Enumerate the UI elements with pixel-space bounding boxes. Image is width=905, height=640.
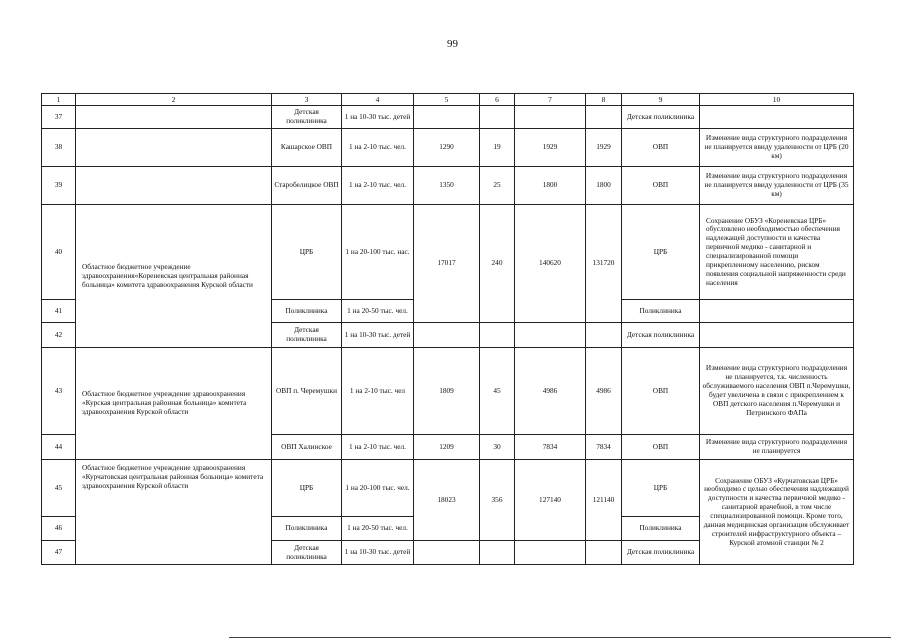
unit-cell: Детская поликлиника bbox=[272, 541, 342, 565]
table-row bbox=[42, 129, 854, 167]
value-cell bbox=[480, 106, 515, 129]
value-cell: 140620 bbox=[515, 205, 586, 323]
header-cell: 10 bbox=[700, 94, 854, 106]
value-cell: 18023 bbox=[414, 460, 480, 541]
norm-cell: 1 на 2-10 тыс. чел. bbox=[342, 167, 414, 205]
value-cell: 1350 bbox=[414, 167, 480, 205]
target-unit-cell: ОВП bbox=[622, 435, 700, 460]
norm-cell: 1 на 2-10 тыс. чел. bbox=[342, 435, 414, 460]
norm-cell: 1 на 20-100 тыс. чел. bbox=[342, 460, 414, 517]
value-cell: 1809 bbox=[414, 348, 480, 435]
unit-cell: Поликлиника bbox=[272, 517, 342, 541]
target-unit-cell: Детская поликлиника bbox=[622, 106, 700, 129]
target-unit-cell: Поликлиника bbox=[622, 300, 700, 323]
unit-cell: Детская поликлиника bbox=[272, 323, 342, 348]
value-cell bbox=[586, 323, 622, 348]
organization-cell: Областное бюджетное учреждение здравоохранения «Курчатовская центральная районная больница» комитета здравоохранения Курской области bbox=[76, 460, 272, 565]
unit-cell: ЦРБ bbox=[272, 460, 342, 517]
value-cell: 1800 bbox=[586, 167, 622, 205]
value-cell bbox=[586, 106, 622, 129]
row-number: 45 bbox=[42, 460, 76, 517]
header-row bbox=[42, 94, 854, 106]
value-cell bbox=[515, 323, 586, 348]
value-cell: 240 bbox=[480, 205, 515, 323]
target-unit-cell: Детская поликлиника bbox=[622, 323, 700, 348]
norm-cell: 1 на 20-100 тыс. нас. bbox=[342, 205, 414, 300]
note-cell bbox=[700, 106, 854, 129]
norm-cell: 1 на 20-50 тыс. чел. bbox=[342, 300, 414, 323]
header-cell: 4 bbox=[342, 94, 414, 106]
page-number: 99 bbox=[447, 38, 458, 50]
unit-cell: Кашарское ОВП bbox=[272, 129, 342, 167]
row-number: 42 bbox=[42, 323, 76, 348]
value-cell: 17017 bbox=[414, 205, 480, 323]
note-cell bbox=[700, 300, 854, 323]
value-cell: 131720 bbox=[586, 205, 622, 323]
value-cell: 45 bbox=[480, 348, 515, 435]
table-row bbox=[42, 167, 854, 205]
note-cell: Изменение вида структурного подразделения не планируется ввиду удаленности от ЦРБ (20 км) bbox=[700, 129, 854, 167]
target-unit-cell: Детская поликлиника bbox=[622, 541, 700, 565]
note-cell: Изменение вида структурного подразделения не планируется ввиду удаленности от ЦРБ (35 км) bbox=[700, 167, 854, 205]
value-cell: 121140 bbox=[586, 460, 622, 541]
norm-cell: 1 на 10-30 тыс. детей bbox=[342, 541, 414, 565]
norm-cell: 1 на 2-10 тыс. чел. bbox=[342, 129, 414, 167]
value-cell: 127140 bbox=[515, 460, 586, 541]
value-cell: 1209 bbox=[414, 435, 480, 460]
target-unit-cell: ОВП bbox=[622, 348, 700, 435]
value-cell bbox=[414, 541, 480, 565]
note-cell: Сохранение ОБУЗ «Кореневская ЦРБ» обусловлено необходимостью обеспечения надлежащей доступности и качества первичной медико - санитарной и специализированной помощи прикрепленному населению, риском появления социальной напряженности среди населения bbox=[700, 205, 854, 300]
header-cell: 3 bbox=[272, 94, 342, 106]
norm-cell: 1 на 10-30 тыс. детей bbox=[342, 323, 414, 348]
norm-cell: 1 на 2-10 тыс. чел bbox=[342, 348, 414, 435]
value-cell: 4986 bbox=[586, 348, 622, 435]
norm-cell: 1 на 20-50 тыс. чел. bbox=[342, 517, 414, 541]
header-cell: 9 bbox=[622, 94, 700, 106]
table-row bbox=[42, 106, 854, 129]
row-number: 46 bbox=[42, 517, 76, 541]
row-number: 44 bbox=[42, 435, 76, 460]
norm-cell: 1 на 10-30 тыс. детей bbox=[342, 106, 414, 129]
unit-cell: Поликлиника bbox=[272, 300, 342, 323]
value-cell bbox=[515, 106, 586, 129]
note-cell bbox=[700, 323, 854, 348]
header-cell: 6 bbox=[480, 94, 515, 106]
value-cell: 4986 bbox=[515, 348, 586, 435]
value-cell: 1290 bbox=[414, 129, 480, 167]
table-row bbox=[42, 348, 854, 435]
value-cell: 30 bbox=[480, 435, 515, 460]
row-number: 40 bbox=[42, 205, 76, 300]
value-cell bbox=[480, 541, 515, 565]
table-row bbox=[42, 205, 854, 300]
organization-cell: Областное бюджетное учреждение здравоохранения«Кореневская центральная районная больница» комитета здравоохранения Курской области bbox=[76, 205, 272, 348]
value-cell: 1929 bbox=[515, 129, 586, 167]
row-number: 38 bbox=[42, 129, 76, 167]
note-cell: Изменение вида структурного подразделения не планируется, т.к. численность обслуживаемого населения ОВП п.Черемушки, будет увеличена в связи с прикреплением к ОВП детского населения п.Черемушки и Петринского ФАПа bbox=[700, 348, 854, 435]
row-number: 39 bbox=[42, 167, 76, 205]
value-cell: 1800 bbox=[515, 167, 586, 205]
row-number: 41 bbox=[42, 300, 76, 323]
header-cell: 1 bbox=[42, 94, 76, 106]
organization-cell bbox=[76, 129, 272, 167]
unit-cell: Детская поликлиника bbox=[272, 106, 342, 129]
header-cell: 5 bbox=[414, 94, 480, 106]
target-unit-cell: ЦРБ bbox=[622, 460, 700, 517]
value-cell: 1929 bbox=[586, 129, 622, 167]
page-bottom-divider bbox=[229, 637, 891, 638]
unit-cell: ОВП п. Черемушки bbox=[272, 348, 342, 435]
unit-cell: ЦРБ bbox=[272, 205, 342, 300]
note-cell: Сохранение ОБУЗ «Курчатовская ЦРБ» необходимо с целью обеспечения надлежащей доступности и качества первичной медико - санитарной врачебной, в том числе специализированной помощи. Кроме того, данная медицинская организация обслуживает строителей инфраструктурного объекта – Курской атомной станции № 2 bbox=[700, 460, 854, 565]
row-number: 47 bbox=[42, 541, 76, 565]
value-cell: 356 bbox=[480, 460, 515, 541]
value-cell bbox=[515, 541, 586, 565]
value-cell: 7834 bbox=[515, 435, 586, 460]
organization-cell: Областное бюджетное учреждение здравоохранения «Курская центральная районная больница» комитета здравоохранения Курской области bbox=[76, 348, 272, 460]
table-row bbox=[42, 460, 854, 517]
header-cell: 7 bbox=[515, 94, 586, 106]
organization-cell bbox=[76, 167, 272, 205]
value-cell: 25 bbox=[480, 167, 515, 205]
target-unit-cell: ОВП bbox=[622, 167, 700, 205]
value-cell: 7834 bbox=[586, 435, 622, 460]
row-number: 43 bbox=[42, 348, 76, 435]
value-cell bbox=[586, 541, 622, 565]
value-cell bbox=[414, 323, 480, 348]
value-cell bbox=[414, 106, 480, 129]
organization-cell bbox=[76, 106, 272, 129]
target-unit-cell: Поликлиника bbox=[622, 517, 700, 541]
header-cell: 2 bbox=[76, 94, 272, 106]
value-cell: 19 bbox=[480, 129, 515, 167]
row-number: 37 bbox=[42, 106, 76, 129]
unit-cell: Старобелицкое ОВП bbox=[272, 167, 342, 205]
document-table bbox=[41, 93, 854, 565]
unit-cell: ОВП Халинское bbox=[272, 435, 342, 460]
note-cell: Изменение вида структурного подразделения не планируется bbox=[700, 435, 854, 460]
value-cell bbox=[480, 323, 515, 348]
target-unit-cell: ЦРБ bbox=[622, 205, 700, 300]
header-cell: 8 bbox=[586, 94, 622, 106]
target-unit-cell: ОВП bbox=[622, 129, 700, 167]
